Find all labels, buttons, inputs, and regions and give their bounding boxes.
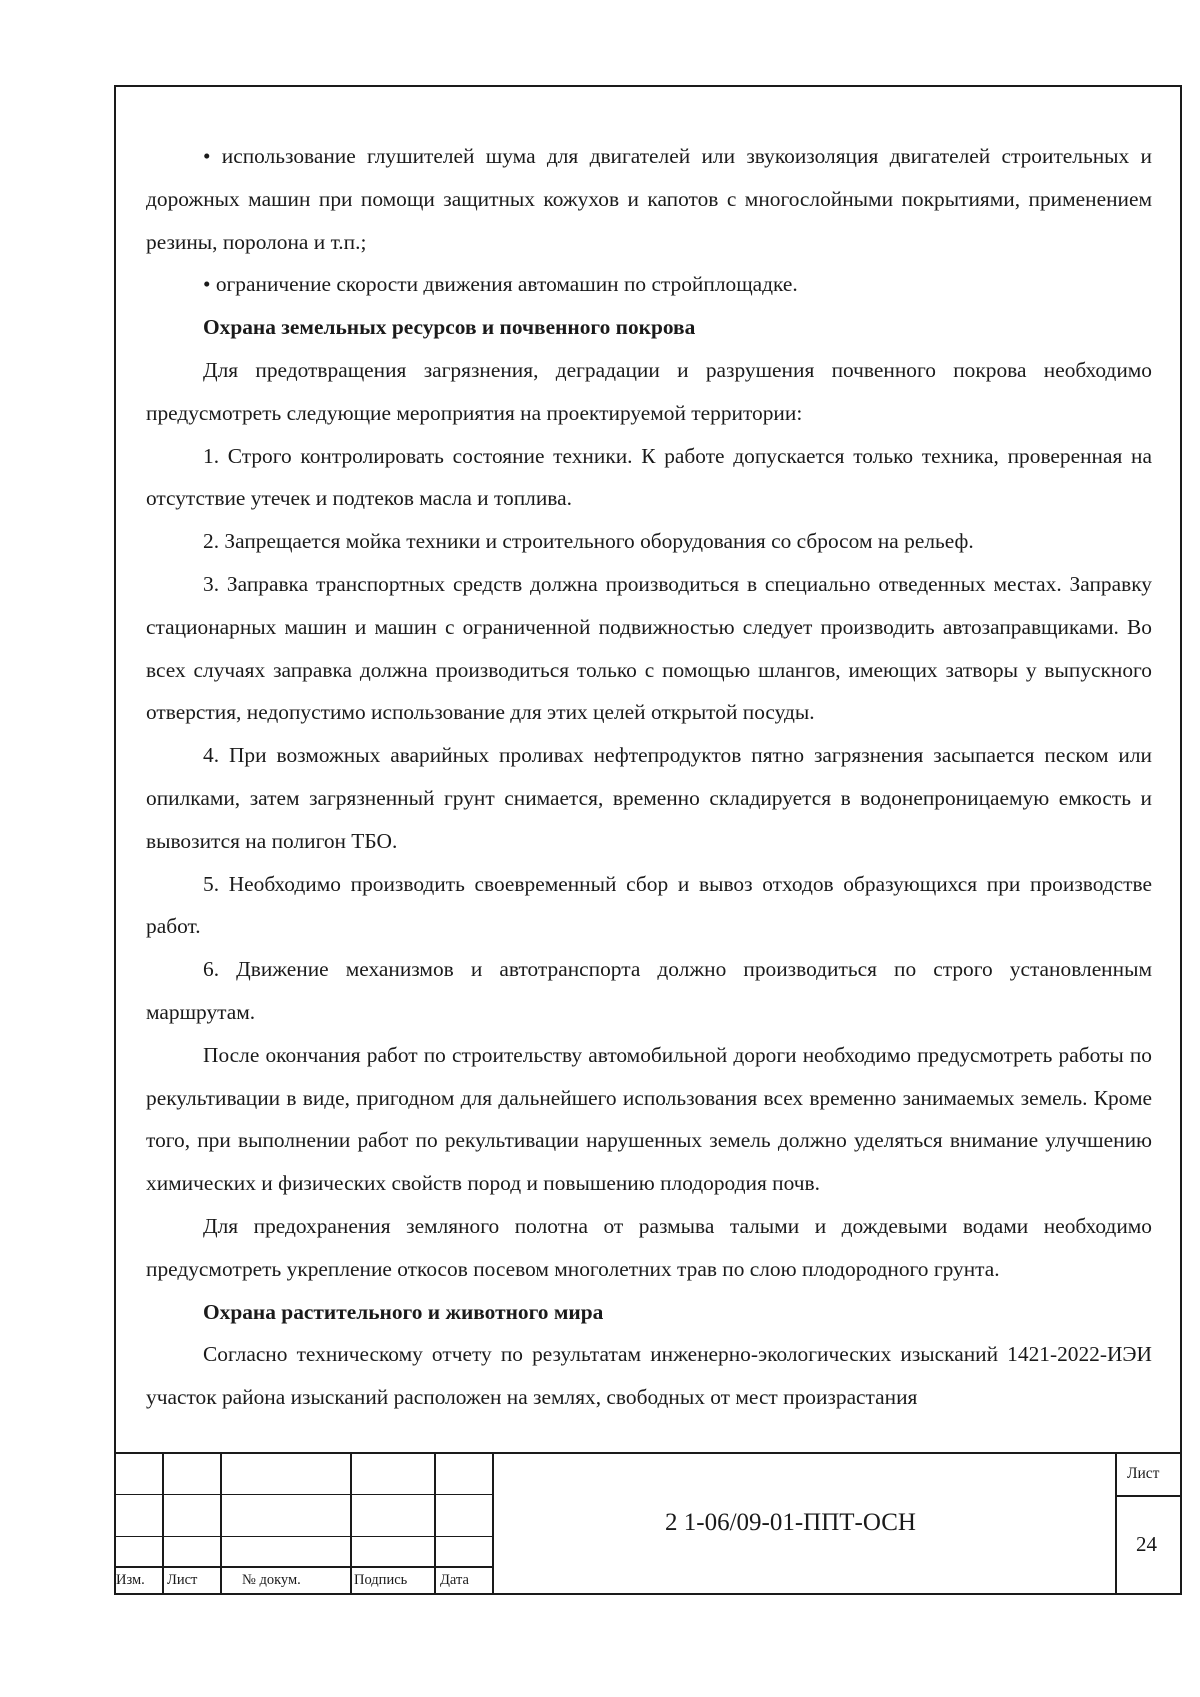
paragraph: • использование глушителей шума для двигателей или звукоизоляция двигателей строительных и дорожных машин при помощи защитных кожухов и капотов с многослойными покрытиями, применением резины, поролона и т.п.; [146, 144, 1152, 254]
list-item: 4. При возможных аварийных проливах нефтепродуктов пятно загрязнения засыпается песком или опилками, затем загрязненный грунт снимается, временно складируется в водонепроницаемую емкость и вывозится на полигон ТБО. [146, 743, 1152, 853]
column-label-izm: Изм. [116, 1572, 145, 1588]
column-label-signature: Подпись [354, 1572, 408, 1588]
column-label-date: Дата [440, 1572, 469, 1588]
list-item: 5. Необходимо производить своевременный сбор и вывоз отходов образующихся при производстве работ. [146, 871, 1152, 939]
list-item: 2. Запрещается мойка техники и строительного оборудования со сбросом на рельеф. [203, 529, 974, 554]
document-code: 2 1-06/09-01-ППТ-ОСН [665, 1509, 916, 1536]
list-item: 3. Заправка транспортных средств должна производиться в специально отведенных местах. Заправку стационарных машин и машин с ограниченной подвижностью следует производить автозаправщиками. Во всех случаях заправка должна производиться только с помощью шлангов, имеющих затворы у выпускного отверстия, недопустимо использование для этих целей открытой посуды. [146, 571, 1152, 725]
column-label-list: Лист [167, 1572, 198, 1588]
list-item: 6. Движение механизмов и автотранспорта должно производиться по строго установленным маршрутам. [146, 957, 1152, 1024]
paragraph: Для предотвращения загрязнения, деградации и разрушения почвенного покрова необходимо предусмотреть следующие мероприятия на проектируемой территории: [146, 357, 1152, 425]
sheet-number: 24 [1136, 1532, 1157, 1556]
column-label-doc-number: № докум. [242, 1572, 301, 1588]
title-block-stamp [114, 1452, 1182, 1595]
section-heading: Охрана растительного и животного мира [203, 1299, 604, 1324]
list-item: 1. Строго контролировать состояние техники. К работе допускается только техника, проверенная на отсутствие утечек и подтеков масла и топлива. [146, 443, 1152, 511]
paragraph: Согласно техническому отчету по результатам инженерно-экологических изысканий 1421-2022-ИЭИ участок района изысканий расположен на землях, свободных от мест произрастания [146, 1342, 1152, 1410]
document-body [146, 135, 1152, 1419]
paragraph: Для предохранения земляного полотна от размыва талыми и дождевыми водами необходимо предусмотреть укрепление откосов посевом многолетних трав по слою плодородного грунта. [146, 1213, 1152, 1281]
paragraph: • ограничение скорости движения автомашин по стройплощадке. [203, 272, 798, 297]
sheet-label: Лист [1127, 1465, 1160, 1482]
paragraph: После окончания работ по строительству автомобильной дороги необходимо предусмотреть работы по рекультивации в виде, пригодном для дальнейшего использования всех временно занимаемых земель. Кроме того, при выполнении работ по рекультивации нарушенных земель должно уделяться внимание улучшению химических и физических свойств пород и повышению плодородия почв. [146, 1042, 1152, 1196]
section-heading: Охрана земельных ресурсов и почвенного покрова [203, 315, 696, 340]
